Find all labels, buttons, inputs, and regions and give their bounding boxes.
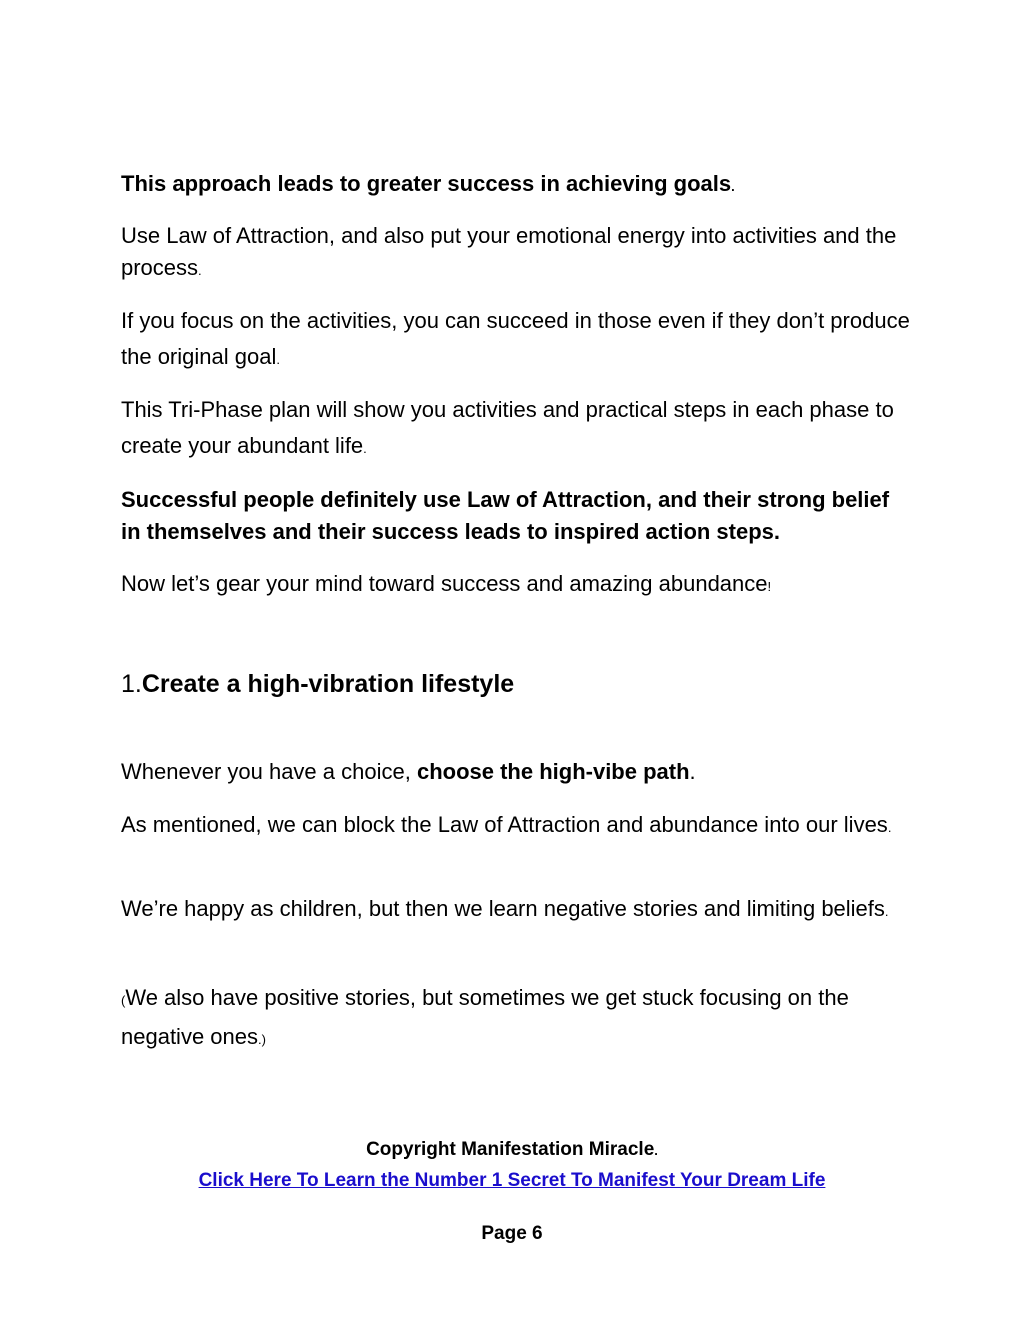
paragraph-emphasis: choose the high-vibe path — [416, 759, 690, 784]
section-heading — [121, 668, 514, 700]
paragraph-open: ( — [121, 993, 126, 1008]
section-number: 1. — [121, 670, 142, 698]
paragraph-gear-mind — [121, 568, 911, 603]
paragraph-text: This Tri-Phase plan will show you activities and practical steps in each phase to create your abundant life — [121, 397, 894, 458]
paragraph-end: . — [689, 759, 696, 784]
paragraph-end: . — [731, 179, 735, 194]
paragraph-positive-stories — [121, 980, 911, 1058]
paragraph-text: Successful people definitely use Law of Attraction, and their strong belief in themselves and their success leads to inspired action steps — [121, 487, 890, 544]
paragraph-end: ! — [767, 579, 772, 594]
paragraph-law-of-attraction — [121, 220, 911, 287]
paragraph-text: We also have positive stories, but sometimes we get stuck focusing on the negative ones — [121, 985, 849, 1049]
footer-copyright — [0, 1138, 1024, 1163]
paragraph-text: Use Law of Attraction, and also put your emotional energy into activities and the process — [121, 223, 897, 280]
paragraph-end: . — [276, 352, 280, 367]
paragraph-tri-phase-plan — [121, 392, 911, 467]
paragraph-text: We’re happy as children, but then we learn negative stories and limiting beliefs — [121, 896, 885, 921]
paragraph-text: Whenever you have a choice, — [121, 759, 417, 784]
paragraph-end: . — [884, 904, 889, 919]
copyright-text: Copyright Manifestation Miracle — [366, 1139, 655, 1160]
paragraph-block-law — [121, 809, 911, 844]
dream-life-link[interactable]: Click Here To Learn the Number 1 Secret To Manifest Your Dream Life — [198, 1170, 826, 1191]
paragraph-text: Now let’s gear your mind toward success and amazing abundance — [121, 571, 768, 596]
page-number: Page 6 — [481, 1223, 543, 1244]
paragraph-text: If you focus on the activities, you can succeed in those even if they don’t produce the original goal — [121, 308, 910, 369]
paragraph-end: . — [363, 441, 367, 456]
paragraph-end: . — [887, 820, 892, 835]
footer-link-row — [0, 1169, 1024, 1193]
paragraph-approach — [121, 168, 911, 203]
paragraph-focus-activities — [121, 303, 911, 378]
paragraph-end: .) — [258, 1032, 266, 1047]
paragraph-text: This approach leads to greater success in achieving goals — [121, 171, 732, 196]
paragraph-high-vibe-path — [121, 756, 911, 788]
section-title: Create a high-vibration lifestyle — [141, 670, 515, 698]
paragraph-happy-children — [121, 891, 911, 930]
paragraph-text: As mentioned, we can block the Law of Attraction and abundance into our lives — [121, 812, 888, 837]
paragraph-end: . — [773, 519, 781, 544]
paragraph-end: . — [198, 263, 202, 278]
paragraph-successful-people — [121, 484, 911, 548]
copyright-end: . — [654, 1143, 658, 1158]
